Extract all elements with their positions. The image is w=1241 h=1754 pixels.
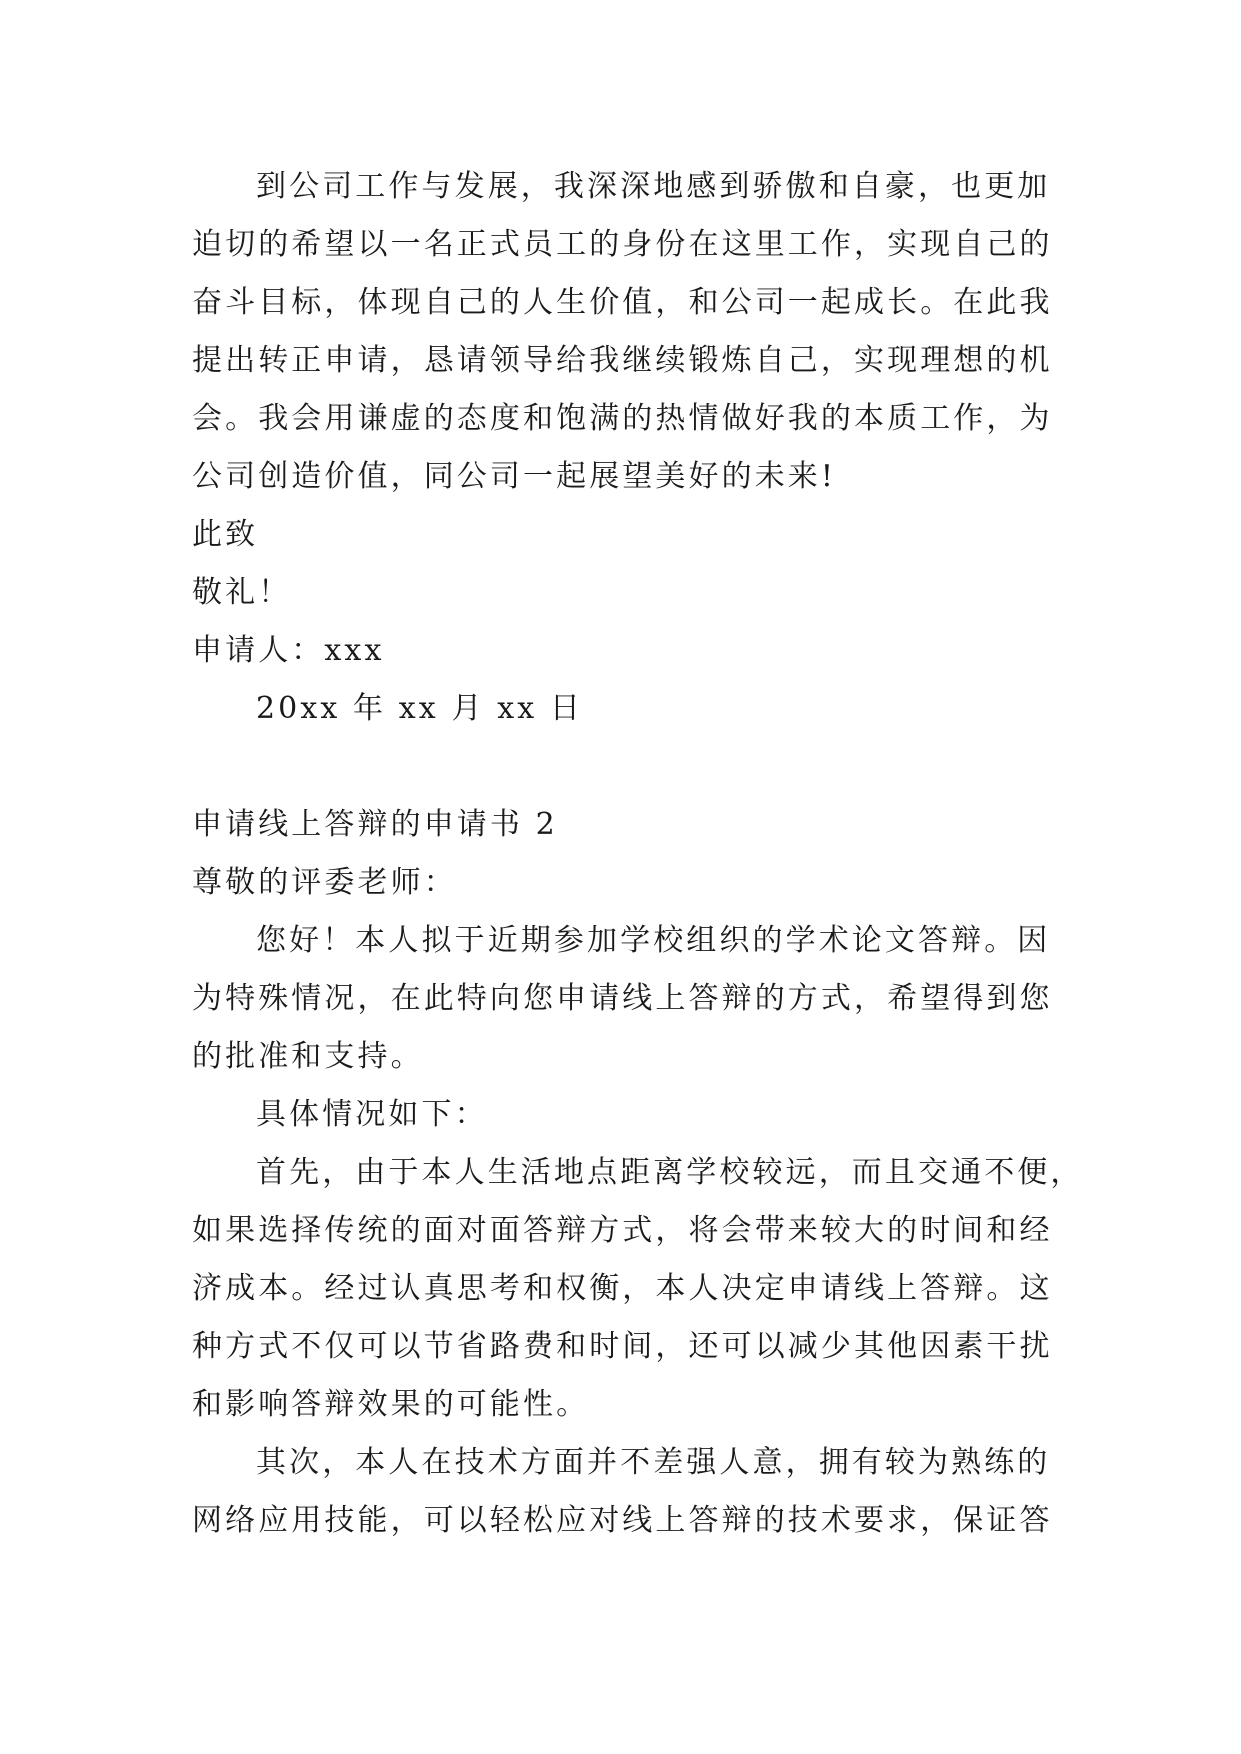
text-line: 如果选择传统的面对面答辩方式，将会带来较大的时间和经 xyxy=(192,1213,1053,1248)
document-body xyxy=(192,158,1084,1550)
letter2-title: 申请线上答辩的申请书 2 xyxy=(192,807,558,842)
closing-text: 此致 xyxy=(192,517,259,552)
text-line: 迫切的希望以一名正式员工的身份在这里工作，实现自己的 xyxy=(192,227,1053,262)
letter2-paragraph-4 xyxy=(192,1434,1052,1550)
text-line: 种方式不仅可以节省路费和时间，还可以减少其他因素干扰 xyxy=(192,1329,1053,1364)
section-gap xyxy=(192,738,1052,796)
text-line: 会。我会用谦虚的态度和饱满的热情做好我的本质工作，为 xyxy=(192,401,1053,436)
text-line: 济成本。经过认真思考和权衡，本人决定申请线上答辩。这 xyxy=(192,1271,1053,1306)
text-line: 为特殊情况，在此特向您申请线上答辩的方式，希望得到您 xyxy=(192,981,1053,1016)
date-line: 20xx 年 xx 月 xx 日 xyxy=(256,691,583,726)
text-line: 具体情况如下： xyxy=(256,1097,488,1132)
text-line: 您好！本人拟于近期参加学校组织的学术论文答辩。因 xyxy=(256,923,1051,958)
text-line: 首先，由于本人生活地点距离学校较远，而且交通不便， xyxy=(256,1155,1084,1190)
text-line: 和影响答辩效果的可能性。 xyxy=(192,1387,590,1422)
applicant-signature: 申请人：xxx xyxy=(192,633,385,668)
letter2-paragraph-1 xyxy=(192,912,1052,1086)
text-line: 的批准和支持。 xyxy=(192,1039,424,1074)
text-line: 公司创造价值，同公司一起展望美好的未来! xyxy=(192,459,837,494)
text-line: 奋斗目标，体现自己的人生价值，和公司一起成长。在此我 xyxy=(192,285,1053,320)
text-line: 网络应用技能，可以轻松应对线上答辩的技术要求，保证答 xyxy=(192,1503,1053,1538)
letter2-paragraph-2 xyxy=(192,1086,1052,1144)
letter2-paragraph-3 xyxy=(192,1144,1084,1434)
letter1-paragraph xyxy=(192,158,1052,506)
letter2-greeting: 尊敬的评委老师： xyxy=(192,865,457,900)
text-line: 提出转正申请，恳请领导给我继续锻炼自己，实现理想的机 xyxy=(192,343,1053,378)
text-line: 到公司工作与发展，我深深地感到骄傲和自豪，也更加 xyxy=(256,169,1051,204)
salute-text: 敬礼！ xyxy=(192,575,292,610)
text-line: 其次，本人在技术方面并不差强人意，拥有较为熟练的 xyxy=(256,1445,1051,1480)
